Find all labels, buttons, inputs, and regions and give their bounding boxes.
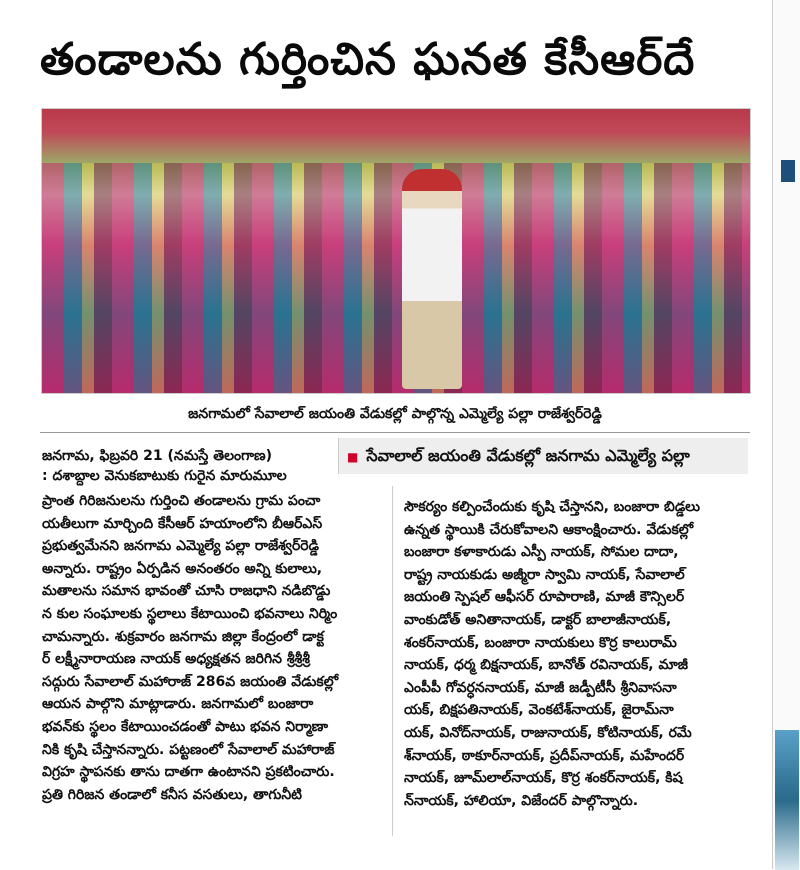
article-photo (41, 108, 751, 394)
photo-center-figure (402, 169, 462, 389)
article-column-2 (404, 496, 754, 812)
column-line: ర్ లక్ష్మీనారాయణ నాయక్ అధ్యక్షతన జరిగిన శ్రీశ్రీశ్రీ (42, 651, 310, 668)
column-line: ప్రతి గిరిజన తండాలో కనీస వసతులు, తాగునీటి (42, 786, 302, 803)
column-line: భవన్‌కు స్థలం కేటాయించడంతో పాటు భవన నిర్మాణా (42, 718, 329, 735)
column-line: యక్, బిక్షపతినాయక్, వెంకటేశ్‌నాయక్, జైరామ్‌నా (404, 702, 674, 719)
headline: తండాలను గుర్తించిన ఘనత కేసీఆర్‌దే (40, 34, 696, 85)
column-line: రాష్ట్ర నాయకుడు అజ్మీరా స్వామి నాయక్, సేవాలాల్ (404, 566, 685, 583)
dateline-line-1: జనగామ, ఫిబ్రవరి 21 (నమస్తే తెలంగాణ) (42, 448, 272, 464)
column-line: ఆయన పాల్గొని మాట్లాడారు. జనగామలో బంజారా (42, 696, 314, 713)
column-line: న కుల సంఘాలకు స్థలాలు కేటాయించి భవనాలు నిర్మిం (42, 605, 338, 622)
adjacent-article-strip (772, 0, 800, 869)
column-line: సౌకర్యం కల్పించేందుకు కృషి చేస్తానని, బంజారా బిడ్డలు (404, 499, 700, 515)
square-bullet-icon: ■ (347, 450, 359, 464)
subheading-text: సేవాలాల్ జయంతి వేడుకల్లో జనగామ ఎమ్మెల్యే పల్లా (366, 446, 690, 465)
column-line: అన్నారు. రాష్ట్రం ఏర్పడిన అనంతరం అన్ని కులాలు, (42, 560, 323, 577)
column-line: న్‌నాయక్, హాలియా, విజేందర్ పాల్గొన్నారు. (404, 792, 639, 809)
column-line: నాయక్, జూమ్‌లాల్‌నాయక్, కొర్ర శంకర్‌నాయక్, కిష (404, 770, 683, 787)
column-line: బంజారా కళాకారుడు ఎస్పీ నాయక్, సోమల దాదా, (404, 544, 679, 561)
column-line: చామన్నారు. శుక్రవారం జనగామ జిల్లా కేంద్రంలో డాక్ట (42, 628, 324, 645)
column-line: నికి కృషి చేస్తానన్నారు. పట్టణంలో సేవాలాల్ మహారాజ్ (42, 741, 335, 758)
column-line: ఎంపీపీ గోవర్ధననాయక్, మాజీ జడ్పీటీసీ శ్రీనివాసనా (404, 679, 677, 696)
column-line: ఉన్నత స్థాయికి చేరుకోవాలని ఆకాంక్షించారు. వేడుకల్లో (404, 521, 694, 538)
dateline (42, 446, 342, 486)
adjacent-photo (775, 730, 799, 870)
column-line: జయంతి స్పెషల్ ఆఫీసర్ రూపారాణి, మాజీ కౌన్సిలర్ (404, 589, 685, 606)
adjacent-heading-block (781, 160, 795, 182)
column-line: శంకర్‌నాయక్, బంజారా నాయకులు కొర్ర కాలురామ్ (404, 634, 677, 651)
photo-caption: జనగామలో సేవాలాల్ జయంతి వేడుకల్లో పాల్గొన్న ఎమ్మెల్యే పల్లా రాజేశ్వర్‌రెడ్డి (40, 396, 750, 433)
column-line: ప్రాంత గిరిజనులను గుర్తించి తండాలను గ్రామ పంచా (42, 493, 321, 509)
article-column-1 (42, 490, 372, 806)
column-line: మతాలను సమాన భావంతో చూసి రాజధాని నడిబొడ్డు (42, 583, 331, 600)
column-line: వాంకుడోత్ అనితానాయక్, డాక్టర్ బాలాజీనాయక్, (404, 611, 672, 628)
column-line: శ్‌నాయక్, ఠాకూర్‌నాయక్, ప్రదీప్‌నాయక్, మహేందర్ (404, 747, 685, 764)
column-line: సద్గురు సేవాలాల్ మహారాజ్ 286వ జయంతి వేడుకల్లో (42, 673, 339, 690)
column-line: విగ్రహ స్థాపనకు తాను దాతగా ఉంటానని ప్రకటించారు. (42, 764, 335, 781)
column-divider (392, 486, 393, 836)
column-line: ప్రభుత్వమేనని జనగామ ఎమ్మెల్యే పల్లా రాజేశ్వర్‌రెడ్డి (42, 538, 319, 555)
column-line: యక్, వినోద్‌నాయక్, రాజునాయక్, కోటినాయక్, రమే (404, 724, 692, 741)
column-line: నాయక్, ధర్మ బిక్షనాయక్, బానోత్ రవినాయక్, మాజీ (404, 657, 688, 674)
column-line: యతీలుగా మార్చింది కేసీఆర్ హయాంలోని బీఆర్ఎస్ (42, 515, 323, 532)
dateline-line-2: : దశాబ్దాల వెనుకబాటుకు గురైన మారుమూల (42, 468, 287, 484)
photo-crowd (42, 163, 750, 393)
subheading (338, 438, 748, 474)
